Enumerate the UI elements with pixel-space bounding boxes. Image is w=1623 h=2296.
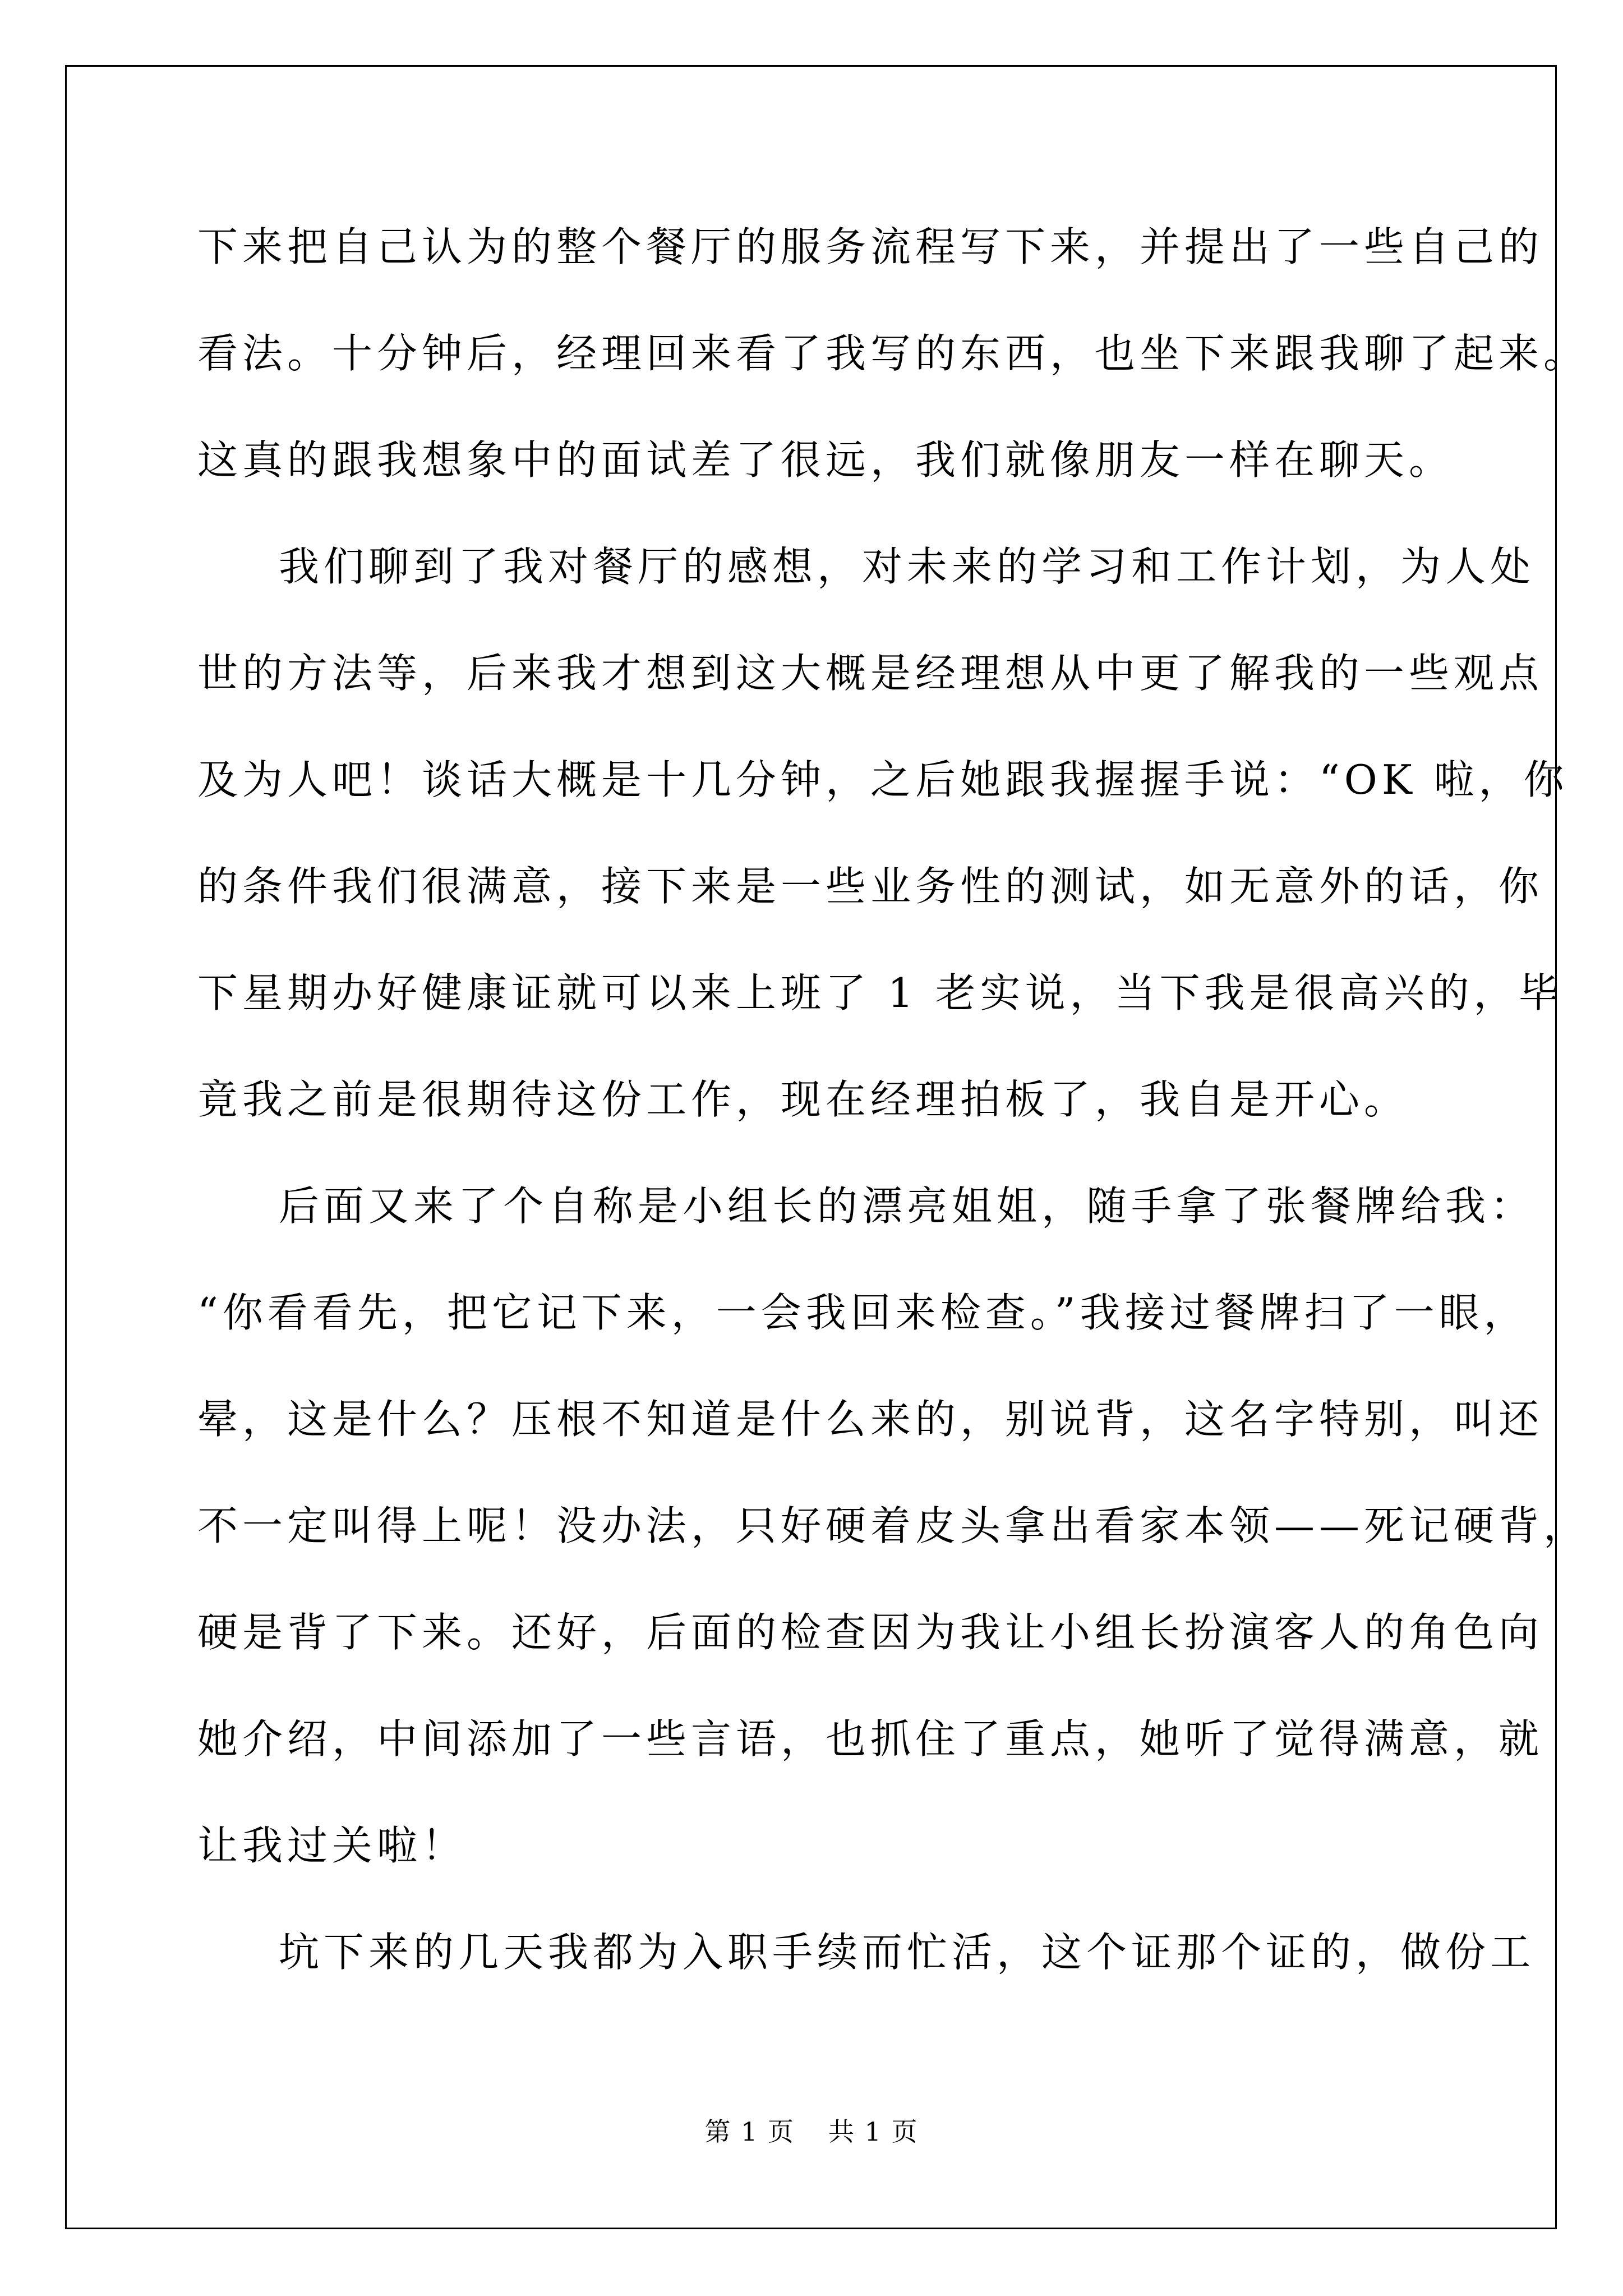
page-total: 共 1 页 bbox=[828, 2116, 919, 2147]
text-line: 及为人吧！谈话大概是十几分钟，之后她跟我握握手说：“OK 啦，你 bbox=[197, 756, 1569, 803]
paragraph-start-line: 后面又来了个自称是小组长的漂亮姐姐，随手拿了张餐牌给我： bbox=[279, 1182, 1536, 1230]
text-line: 世的方法等，后来我才想到这大概是经理想从中更了解我的一些观点 bbox=[197, 650, 1544, 697]
text-line: 下星期办好健康证就可以来上班了 1 老实说，当下我是很高兴的，毕 bbox=[197, 969, 1564, 1016]
text-line: 看法。十分钟后，经理回来看了我写的东西，也坐下来跟我聊了起来。 bbox=[197, 330, 1589, 377]
text-line: 下来把自己认为的整个餐厅的服务流程写下来，并提出了一些自己的 bbox=[197, 223, 1544, 270]
text-line: 让我过关啦！ bbox=[197, 1822, 467, 1869]
page-number: 第 1 页 bbox=[704, 2116, 795, 2147]
paragraph-start-line: 坑下来的几天我都为入职手续而忙活，这个证那个证的，做份工 bbox=[279, 1929, 1536, 1976]
text-line: 她介绍，中间添加了一些言语，也抓住了重点，她听了觉得满意，就 bbox=[197, 1715, 1544, 1763]
document-body bbox=[197, 219, 1589, 2031]
text-line: 竟我之前是很期待这份工作，现在经理拍板了，我自是开心。 bbox=[197, 1076, 1409, 1123]
text-line: 不一定叫得上呢！没办法，只好硬着皮头拿出看家本领——死记硬背， bbox=[197, 1502, 1589, 1549]
text-line: 的条件我们很满意，接下来是一些业务性的测试，如无意外的话，你 bbox=[197, 863, 1544, 910]
text-line: 硬是背了下来。还好，后面的检查因为我让小组长扮演客人的角色向 bbox=[197, 1609, 1544, 1656]
paragraph-start-line: 我们聊到了我对餐厅的感想，对未来的学习和工作计划，为人处 bbox=[279, 543, 1536, 590]
text-line: 晕，这是什么？压根不知道是什么来的，别说背，这名字特别，叫还 bbox=[197, 1396, 1544, 1443]
page-footer bbox=[0, 2115, 1623, 2148]
text-line: 这真的跟我想象中的面试差了很远，我们就像朋友一样在聊天。 bbox=[197, 436, 1454, 484]
text-line: “你看看先，把它记下来，一会我回来检查。”我接过餐牌扫了一眼， bbox=[197, 1289, 1529, 1336]
